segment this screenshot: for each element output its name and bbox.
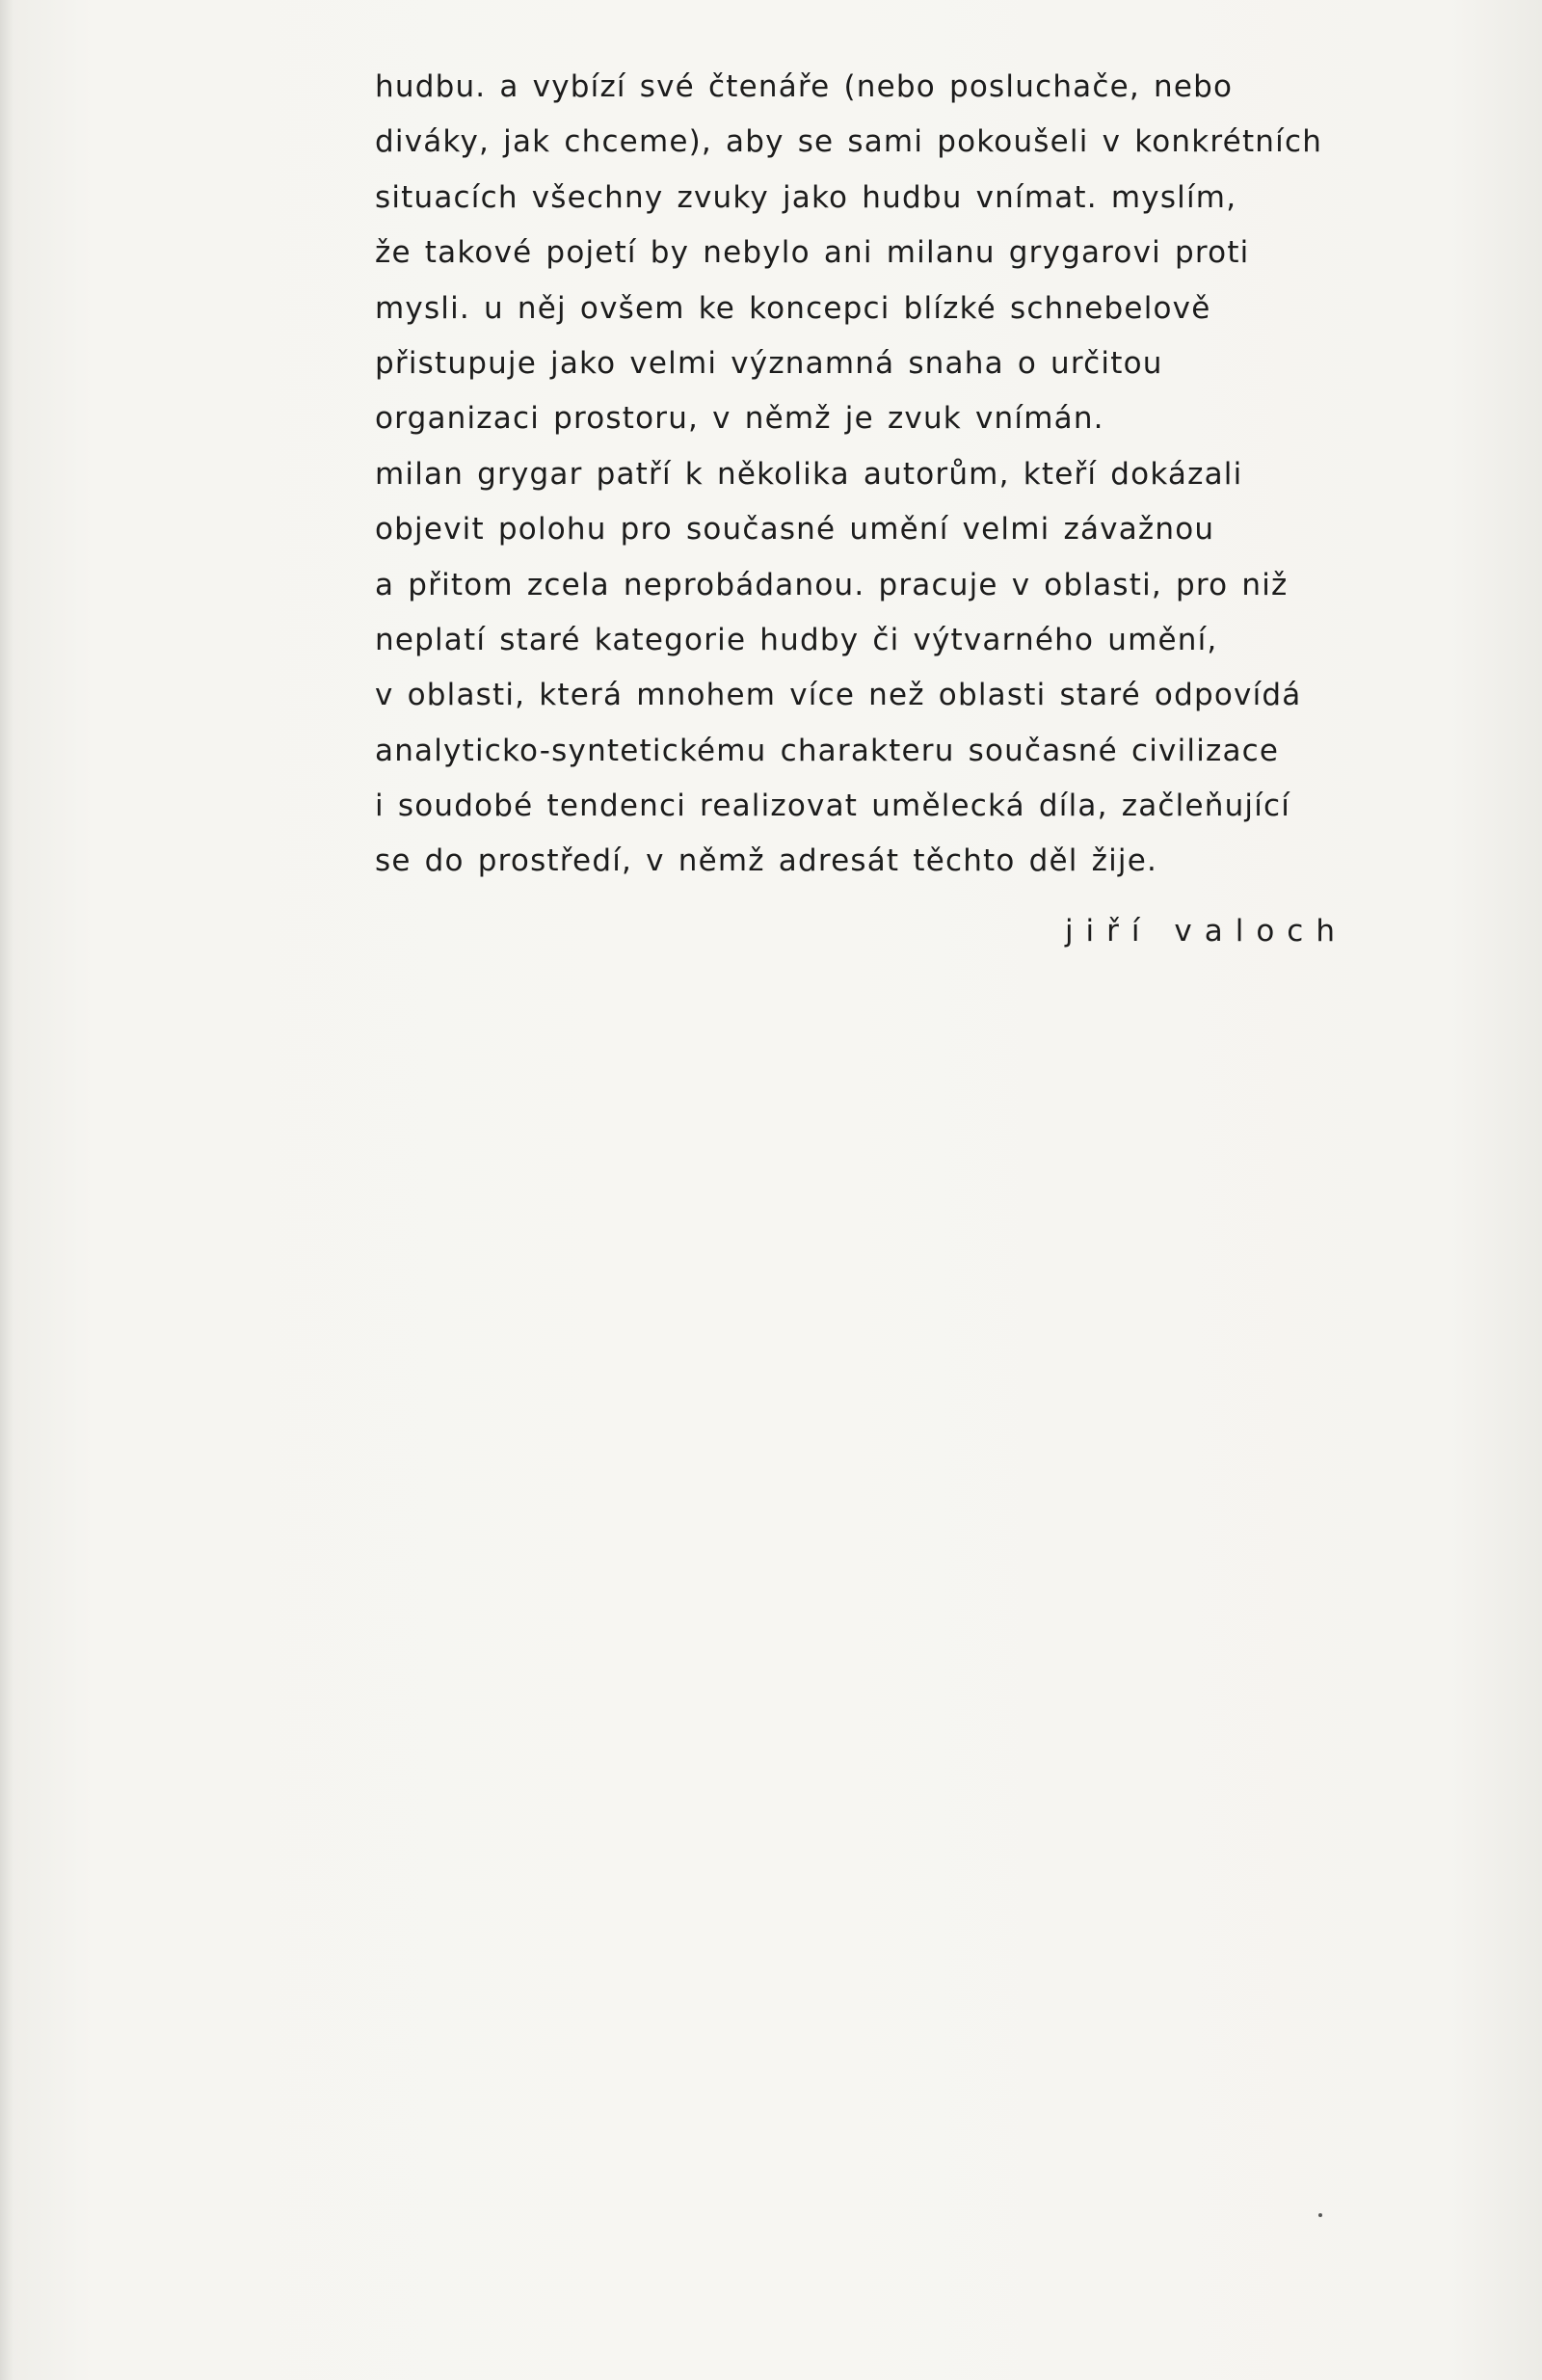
text-line: a přitom zcela neprobádanou. pracuje v oblasti, pro niž <box>375 567 1289 602</box>
text-line: mysli. u něj ovšem ke koncepci blízké schnebelově <box>375 290 1211 326</box>
body-text <box>375 60 1358 890</box>
author-signature: jiří valoch <box>1064 914 1347 949</box>
text-line: přistupuje jako velmi významná snaha o určitou <box>375 345 1163 381</box>
text-line: se do prostředí, v němž adresát těchto děl žije. <box>375 843 1158 879</box>
page-edge-shadow <box>0 0 13 2380</box>
text-line: objevit polohu pro současné umění velmi závažnou <box>375 512 1215 548</box>
text-line: diváky, jak chceme), aby se sami pokoušeli v konkrétních <box>375 124 1323 160</box>
text-line: milan grygar patří k několika autorům, kteří dokázali <box>375 456 1243 492</box>
text-line: i soudobé tendenci realizovat umělecká díla, začleňující <box>375 789 1291 824</box>
text-line: neplatí staré kategorie hudby či výtvarného umění, <box>375 622 1218 657</box>
text-line: že takové pojetí by nebylo ani milanu grygarovi proti <box>375 235 1250 271</box>
page-speck <box>1318 2213 1322 2217</box>
text-line: v oblasti, která mnohem více než oblasti staré odpovídá <box>375 678 1302 713</box>
text-line: analyticko-syntetickému charakteru současné civilizace <box>375 733 1280 768</box>
text-line: situacích všechny zvuky jako hudbu vnímat. myslím, <box>375 179 1237 215</box>
text-line: hudbu. a vybízí své čtenáře (nebo posluchače, nebo <box>375 69 1234 104</box>
text-line: organizaci prostoru, v němž je zvuk vnímán. <box>375 401 1104 437</box>
